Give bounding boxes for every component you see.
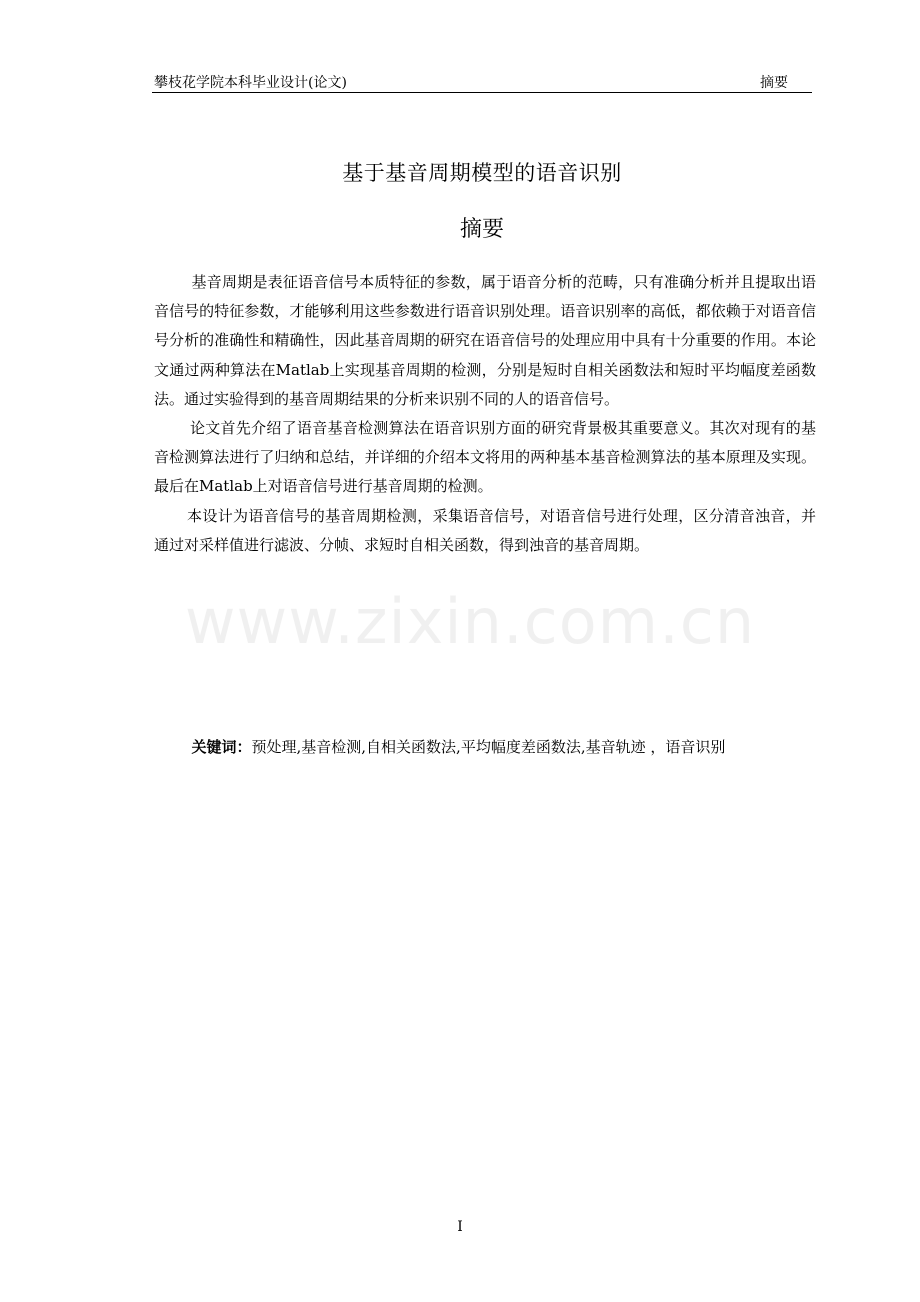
abstract-heading: 摘要 xyxy=(459,217,504,242)
abstract-paragraph-2: 论文首先介绍了语音基音检测算法在语音识别方面的研究背景极其重要意义。其次对现有的基音检测算法进行了归纳和总结，并详细的介绍本文将用的两种基本基音检测算法的基本原理及实现。最后在Matlab上对语音信号进行基音周期的检测。 xyxy=(154,419,816,496)
page-header xyxy=(152,70,812,93)
keywords-line xyxy=(154,733,816,762)
abstract-body xyxy=(154,268,816,560)
thesis-title: 基于基音周期模型的语音识别 xyxy=(342,161,622,185)
watermark-text: www.zixin.com.cn xyxy=(184,585,756,658)
header-document-title: 攀枝花学院本科毕业设计(论文) xyxy=(154,75,347,91)
abstract-paragraph-3: 本设计为语音信号的基音周期检测，采集语音信号，对语音信号进行处理，区分清音浊音，并通过对采样值进行滤波、分帧、求短时自相关函数，得到浊音的基音周期。 xyxy=(154,506,816,554)
page-number: I xyxy=(457,1219,463,1235)
header-section-name: 摘要 xyxy=(760,75,788,91)
keywords-label: 关键词： xyxy=(191,738,252,756)
keywords-text: 预处理,基音检测,自相关函数法,平均幅度差函数法,基音轨迹 ，语音识别 xyxy=(251,738,726,756)
abstract-paragraph-1: 基音周期是表征语音信号本质特征的参数，属于语音分析的范畴，只有准确分析并且提取出语音信号的特征参数，才能够利用这些参数进行语音识别处理。语音识别率的高低，都依赖于对语音信号分析的准确性和精确性，因此基音周期的研究在语音信号的处理应用中具有十分重要的作用。本论文通过两种算法在Matlab上实现基音周期的检测，分别是短时自相关函数法和短时平均幅度差函数法。通过实验得到的基音周期结果的分析来识别不同的人的语音信号。 xyxy=(154,273,816,408)
